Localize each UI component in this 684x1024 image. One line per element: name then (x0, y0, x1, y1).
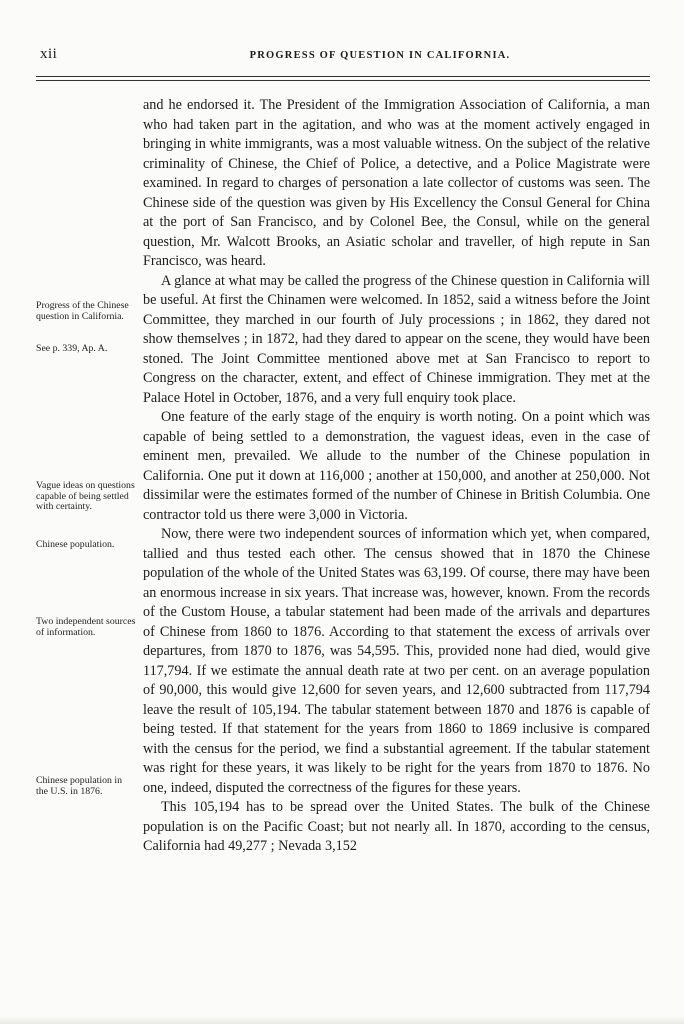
margin-note-two-sources: Two independent sources of information. (36, 616, 136, 638)
paragraph-spread: This 105,194 has to be spread over the United States. The bulk of the Chinese population is on the Pacific Coast; but not nearly all. In 1870, according to the census, California had 49,277 ; Nevada 3,152 (143, 799, 650, 854)
paragraph-continued: and he endorsed it. The President of the Immigration Association of California, a man who had taken part in the agitation, and who was at the moment actively engaged in bringing in white immigrants, was a most valuable witness. On the subject of the relative criminality of Chinese, the Chief of Police, a detective, and a Police Magistrate were examined. In regard to charges of personation a late collector of customs was seen. The Chinese side of the question was given by His Excellency the Consul General for China at the port of San Francisco, and by Colonel Bee, the Consul, while on the general question, Mr. Walcott Brooks, an Asiatic scholar and traveller, of high repute in San Francisco, was heard. (143, 97, 650, 269)
paragraph-sources: Now, there were two independent sources of information which yet, when compared, tallied and thus tested each other. The census showed that in 1870 the Chinese population of the whole of the United States was 63,199. Of course, there may have been an enormous increase in six years. That increase was, however, known. From the records of the Custom House, a tabular statement had been made of the arrivals and departures of Chinese from 1860 to 1876. According to that statement the excess of arrivals over departures, from 1870 to 1876, was 54,595. This, provided none had died, would give 117,794. If we estimate the annual death rate at two per cent. on an average population of 90,000, this would give 12,600 for seven years, and 12,600 subtracted from 117,794 leave the result of 105,194. The tabular statement between 1870 and 1876 is capable of being tested. If that statement for the years from 1860 to 1869 inclusive is compared with the census for the period, we find a substantial agreement. If the tabular statement was right for these years, it was likely to be right for the years from 1870 to 1876. No one, indeed, disputed the correctness of the figures for these years. (143, 526, 650, 796)
margin-note-see-page: See p. 339, Ap. A. (36, 343, 108, 354)
margin-note-progress: Progress of the Chinese question in California. (36, 300, 129, 322)
body-text (143, 96, 650, 857)
page-number: xii (40, 46, 58, 62)
margin-note-chinese-population: Chinese population. (36, 539, 115, 550)
margin-note-population-us-1876: Chinese population in the U.S. in 1876. (36, 775, 122, 797)
paragraph-progress: A glance at what may be called the progress of the Chinese question in California will be useful. At first the Chinamen were welcomed. In 1852, said a witness before the Joint Committee, they marched in our fourth of July processions ; in 1862, they dared not show themselves ; in 1872, had they dared to appear on the scene, they would have been stoned. The Joint Committee mentioned above met at San Francisco to report to Congress on the character, extent, and effect of Chinese immigration. They met at the Palace Hotel in October, 1876, and a very full enquiry took place. (143, 272, 650, 406)
header-rule-bottom (36, 80, 650, 81)
margin-note-vague-ideas: Vague ideas on questions capable of being settled with certainty. (36, 480, 135, 512)
paragraph-early-stage: One feature of the early stage of the enquiry is worth noting. On a point which was capable of being settled to a demonstration, the vaguest ideas, even in the case of eminent men, prevailed. We allude to the number of the Chinese population in California. One put it down at 116,000 ; another at 150,000, and another at 250,000. Not dissimilar were the estimates formed of the number of Chinese in British Columbia. One contractor told us there were 3,000 in Victoria. (143, 409, 650, 523)
running-head: PROGRESS OF QUESTION IN CALIFORNIA. (249, 50, 511, 61)
page-edge-shade (0, 1016, 684, 1024)
header-rule-top (36, 76, 650, 77)
